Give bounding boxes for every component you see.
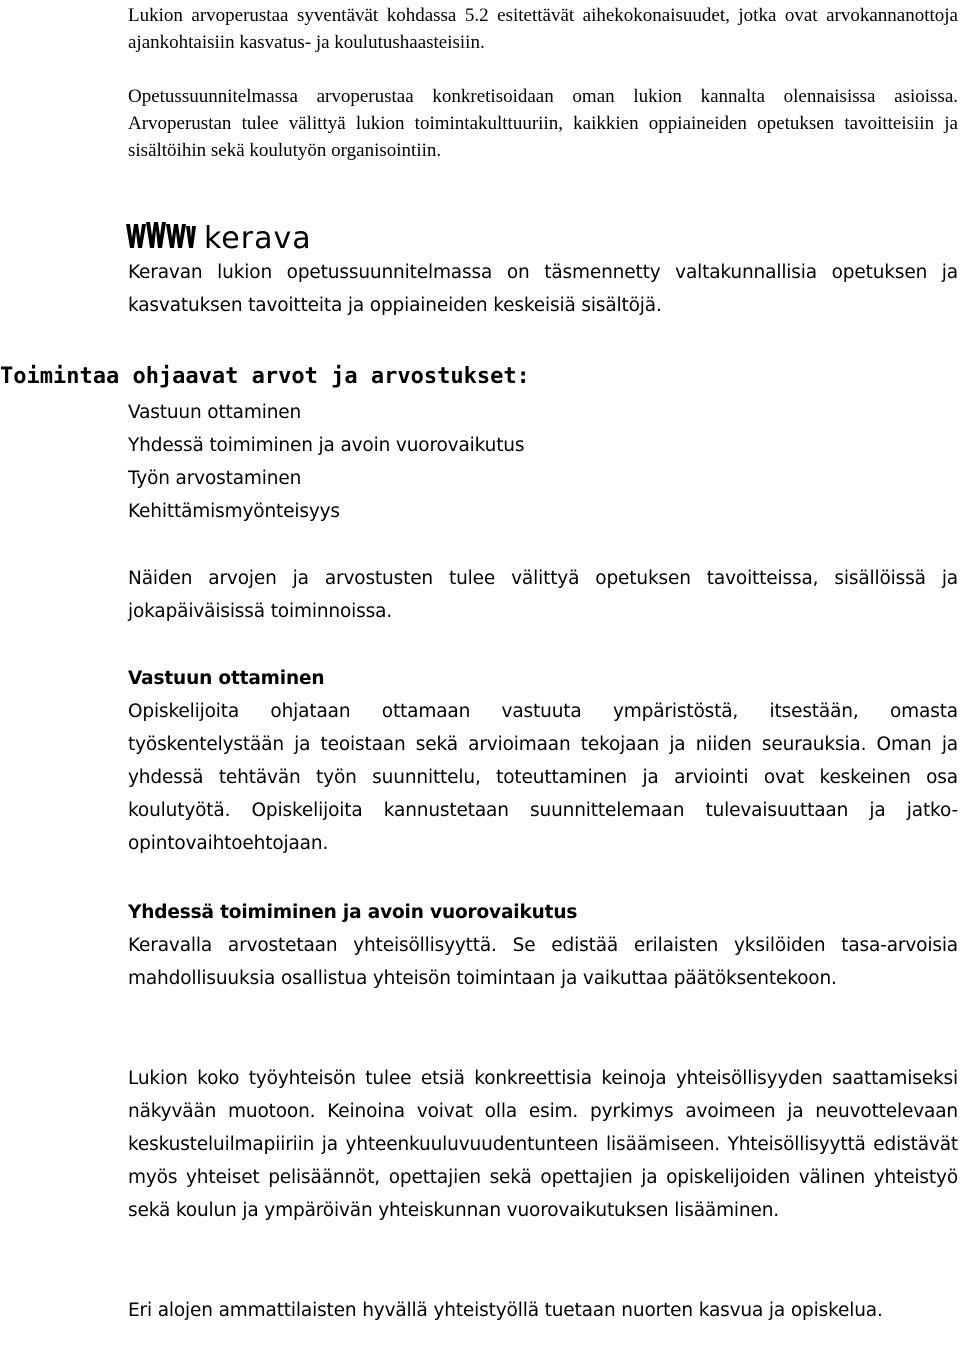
logo-text: kerava: [204, 221, 312, 252]
section-paragraph-cooperation-3: Eri alojen ammattilaisten hyvällä yhteistyöllä tuetaan nuorten kasvua ja opiskelua.: [128, 1300, 883, 1321]
value-item: Vastuun ottaminen: [128, 402, 302, 423]
section-paragraph-responsibility: Opiskelijoita ohjataan ottamaan vastuuta ympäristöstä, itsestään, omasta työskentelystään ja teoistaan sekä arvioimaan tekojaan ja niiden seurauksia. Oman ja yhdessä tehtävän työn suunnittelu, toteuttaminen ja arviointi ovat keskeinen osa koulutyötä. Opiskelijoita kannustetaan suunnittelemaan tulevaisuuttaan ja jatko-opintovaihtoehtojaan.: [128, 701, 958, 854]
values-heading: Toimintaa ohjaavat arvot ja arvostukset:: [0, 364, 530, 389]
kerava-intro-paragraph: Keravan lukion opetussuunnitelmassa on täsmennetty valtakunnallisia opetuksen ja kasvatuksen tavoitteita ja oppiaineiden keskeisiä sisältöjä.: [128, 262, 958, 316]
section-title-responsibility: Vastuun ottaminen: [128, 668, 325, 689]
values-list: [128, 396, 958, 528]
kerava-logo: [124, 218, 364, 257]
section-title-cooperation: Yhdessä toimiminen ja avoin vuorovaikutus: [128, 902, 578, 923]
intro-paragraph-1: Lukion arvoperustaa syventävät kohdassa 5.2 esitettävät aihekokonaisuudet, jotka ovat arvokannanottoja ajankohtaisiin kasvatus- ja koulutushaasteisiin.: [128, 5, 958, 53]
section-paragraph-cooperation-2: Lukion koko työyhteisön tulee etsiä konkreettisia keinoja yhteisöllisyyden saattamiseksi näkyvään muotoon. Keinoina voivat olla esim. pyrkimys avoimeen ja neuvottelevaan keskusteluilmapiiriin ja yhteenkuuluvuudentunteen lisäämiseen. Yhteisöllisyyttä edistävät myös yhteiset pelisäännöt, opettajien sekä opettajien ja opiskelijoiden välinen yhteistyö sekä koulun ja ympäröivän yhteiskunnan vuorovaikutuksen lisääminen.: [128, 1068, 958, 1221]
value-item: Työn arvostaminen: [128, 468, 302, 489]
section-paragraph-cooperation-1: Keravalla arvostetaan yhteisöllisyyttä. Se edistää erilaisten yksilöiden tasa-arvoisia mahdollisuuksia osallistua yhteisön toimintaan ja vaikuttaa päätöksentekoon.: [128, 935, 958, 989]
kerava-crown-logo-icon: [124, 218, 364, 252]
value-item: Yhdessä toimiminen ja avoin vuorovaikutus: [128, 435, 525, 456]
values-summary: Näiden arvojen ja arvostusten tulee välittyä opetuksen tavoitteissa, sisällöissä ja jokapäiväisissä toiminnoissa.: [128, 568, 958, 622]
value-item: Kehittämismyönteisyys: [128, 501, 340, 522]
intro-paragraph-2: Opetussuunnitelmassa arvoperustaa konkretisoidaan oman lukion kannalta olennaisissa asioissa. Arvoperustan tulee välittyä lukion toimintakulttuuriin, kaikkien oppiaineiden opetuksen tavoitteisiin ja sisältöihin sekä koulutyön organisointiin.: [128, 86, 958, 161]
values-list-block: [128, 396, 958, 528]
